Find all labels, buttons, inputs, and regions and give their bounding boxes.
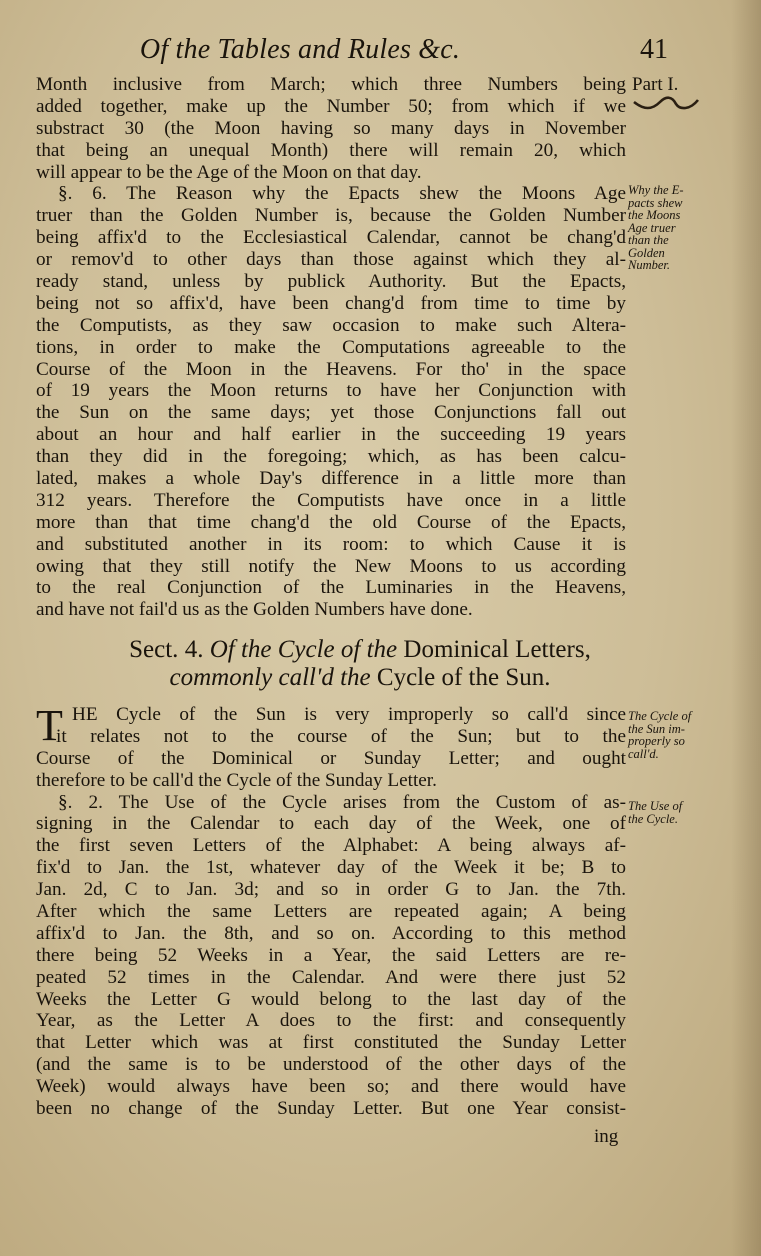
- section-label: Sect.: [129, 636, 179, 663]
- text-line: that being an unequal Month) there will remain 20, which: [36, 139, 626, 161]
- text-line: Course of the Moon in the Heavens. For tho' in the space: [36, 358, 626, 380]
- text-line: than they did in the foregoing; which, as has been calcu-: [36, 446, 626, 468]
- text-line: HE Cycle of the Sun is very improperly so call'd since: [72, 704, 626, 725]
- section-title-roman: Dominical Letters,: [397, 636, 591, 663]
- text-line: the Computists, as they saw occasion to make such Altera-: [36, 314, 626, 336]
- body-text-continued: [36, 74, 626, 621]
- text-line: or remov'd to other days than those against which they al-: [36, 249, 626, 271]
- section-subtitle-italic: commonly call'd the: [169, 664, 371, 691]
- text-line: Month inclusive from March; which three Numbers being: [36, 74, 626, 95]
- margin-note-line: The Use of: [628, 799, 683, 813]
- text-line: tions, in order to make the Computations agreeable to the: [36, 336, 626, 358]
- text-line: Year, as the Letter A does to the first: and consequently: [36, 1010, 626, 1032]
- text-line: fix'd to Jan. the 1st, whatever day of the Week it be; B to: [36, 857, 626, 879]
- margin-note-line: the Sun im-: [628, 721, 685, 736]
- running-head: Of the Tables and Rules &c.: [139, 34, 461, 65]
- text-line: and substituted another in its room: to which Cause it is: [36, 533, 626, 555]
- margin-note-line: the Moons: [628, 208, 681, 222]
- text-line: peated 52 times in the Calendar. And were there just 52: [36, 966, 626, 988]
- text-line: to the real Conjunction of the Luminaries in the Heavens,: [36, 577, 626, 599]
- page-number: 41: [640, 34, 668, 65]
- text-line: owing that they still notify the New Moons to us according: [36, 555, 626, 577]
- text-line: After which the same Letters are repeated again; A being: [36, 901, 626, 923]
- text-line: added together, make up the Number 50; from which if we: [36, 95, 626, 117]
- text-line: it relates not to the course of the Sun; but to the: [56, 725, 626, 747]
- drop-cap: T: [36, 701, 63, 750]
- section-heading: [0, 636, 720, 692]
- margin-note-line: properly so: [628, 734, 685, 748]
- text-line: truer than the Golden Number is, because the Golden Number: [36, 205, 626, 227]
- body-text-section-4: [36, 701, 626, 1120]
- text-line: §. 2. The Use of the Cycle arises from the Custom of as-: [58, 791, 626, 813]
- text-line: there being 52 Weeks in a Year, the said Letters are re-: [36, 944, 626, 966]
- text-line: that Letter which was at first constituted the Sunday Letter: [36, 1032, 626, 1054]
- text-line: the first seven Letters of the Alphabet: A being always af-: [36, 835, 626, 857]
- text-line: will appear to be the Age of the Moon on that day.: [36, 161, 422, 183]
- margin-note-line: Golden: [628, 245, 665, 260]
- margin-note-line: call'd.: [628, 746, 659, 761]
- text-line: Week) would always have been so; and there would have: [36, 1076, 626, 1098]
- text-line: been no change of the Sunday Letter. But one Year consist-: [36, 1098, 626, 1120]
- catchword: ing: [594, 1126, 619, 1147]
- text-line: 312 years. Therefore the Computists have once in a little: [36, 489, 626, 511]
- text-line: lated, makes a whole Day's difference in a little more than: [36, 468, 626, 490]
- margin-note-line: the Cycle.: [628, 811, 678, 826]
- section-title-italic: Of the Cycle of the: [209, 636, 398, 663]
- text-line: more than that time chang'd the old Course of the Epacts,: [36, 511, 626, 533]
- text-line: of 19 years the Moon returns to have her Conjunction with: [36, 380, 626, 402]
- margin-note-line: than the: [628, 233, 669, 247]
- section-subtitle-roman: Cycle of the Sun.: [370, 664, 551, 691]
- text-line: the Sun on the same days; yet those Conjunctions fall out: [36, 402, 626, 424]
- margin-note-line: Number.: [628, 258, 671, 272]
- text-line: §. 6. The Reason why the Epacts shew the Moons Age: [58, 183, 626, 205]
- margin-note-line: Why the E-: [628, 183, 684, 197]
- text-line: therefore to be call'd the Cycle of the Sunday Letter.: [36, 769, 437, 791]
- text-line: Jan. 2d, C to Jan. 3d; and so in order G to Jan. the 7th.: [36, 879, 626, 901]
- text-line: (and the same is to be understood of the other days of the: [36, 1054, 626, 1076]
- text-line: being affix'd to the Ecclesiastical Calendar, cannot be chang'd: [36, 227, 626, 249]
- text-line: substract 30 (the Moon having so many days in November: [36, 117, 626, 139]
- margin-note-line: pacts shew: [628, 195, 683, 210]
- text-line: signing in the Calendar to each day of the Week, one of: [36, 813, 626, 835]
- text-line: about an hour and half earlier in the succeeding 19 years: [36, 424, 626, 446]
- text-line: Course of the Dominical or Sunday Letter; and ought: [36, 747, 626, 769]
- margin-note-line: Age truer: [628, 220, 676, 235]
- section-number: 4.: [178, 636, 210, 663]
- text-line: being not so affix'd, have been chang'd from time to time by: [36, 292, 626, 314]
- text-line: and have not fail'd us as the Golden Numbers have done.: [36, 599, 473, 621]
- part-label: Part I.: [632, 74, 679, 95]
- ornament-icon: [632, 96, 702, 117]
- text-line: Weeks the Letter G would belong to the last day of the: [36, 988, 626, 1010]
- margin-note-line: The Cycle of: [628, 709, 692, 723]
- page-edge-shadow: [731, 0, 761, 1256]
- text-line: affix'd to Jan. the 8th, and so on. According to this method: [36, 922, 626, 944]
- text-line: ready stand, unless by publick Authority. But the Epacts,: [36, 271, 626, 293]
